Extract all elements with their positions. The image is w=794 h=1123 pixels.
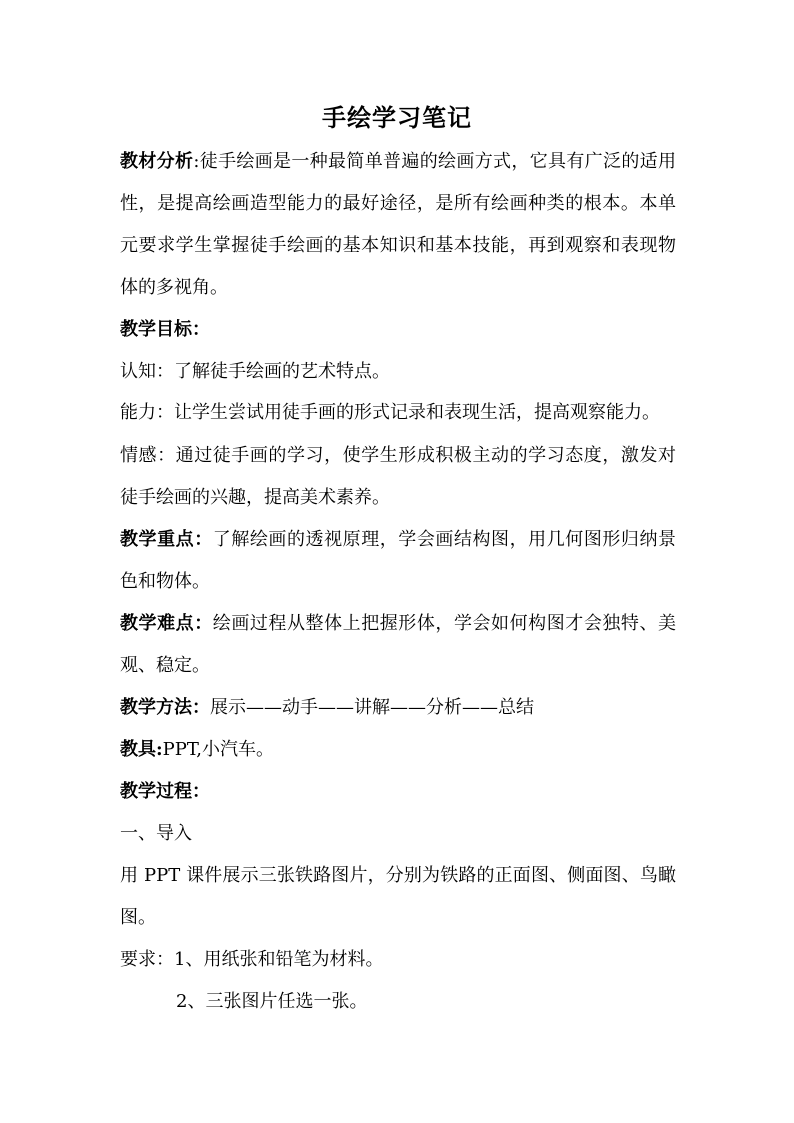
step-intro-heading: 一、导入 bbox=[120, 823, 192, 844]
methods-paragraph bbox=[120, 687, 676, 729]
difficulties-text: 绘画过程从整体上把握形体，学会如何构图才会独特、美观、稳定。 bbox=[120, 613, 677, 676]
key-points-separator: ： bbox=[194, 529, 213, 550]
key-points-text: 了解绘画的透视原理，学会画结构图，用几何图形归纳景色和物体。 bbox=[120, 529, 677, 592]
teaching-analysis-separator: : bbox=[193, 151, 200, 172]
key-points-paragraph bbox=[120, 519, 676, 603]
tools-paragraph bbox=[120, 729, 676, 771]
goal-emotion: 情感：通过徒手画的学习，使学生形成积极主动的学习态度，激发对徒手绘画的兴趣，提高美术素养。 bbox=[120, 445, 676, 508]
difficulties-paragraph bbox=[120, 603, 676, 687]
difficulties-label: 教学难点 bbox=[120, 613, 195, 634]
teaching-goals-heading: 教学目标： bbox=[120, 319, 210, 340]
document-title: 手绘学习笔记 bbox=[322, 103, 472, 132]
teaching-analysis-text: 徒手绘画是一种最简单普遍的绘画方式，它具有广泛的适用性，是提高绘画造型能力的最好途径，是所有绘画种类的根本。本单元要求学生掌握徒手绘画的基本知识和基本技能，再到观察和表现物体的多视角。 bbox=[120, 151, 677, 298]
teaching-process-heading: 教学过程： bbox=[120, 781, 210, 802]
goal-cognition: 认知：了解徒手绘画的艺术特点。 bbox=[120, 361, 390, 382]
step-intro-text: 用 PPT 课件展示三张铁路图片，分别为铁路的正面图、侧面图、鸟瞰图。 bbox=[120, 865, 676, 928]
requirement-2: 2、三张图片任选一张。 bbox=[176, 991, 368, 1012]
goal-ability: 能力：让学生尝试用徒手画的形式记录和表现生活，提高观察能力。 bbox=[120, 402, 660, 423]
teaching-analysis-label: 教材分析 bbox=[120, 151, 194, 172]
methods-label: 教学方法 bbox=[120, 697, 192, 718]
requirement-1: 要求：1、用纸张和铅笔为材料。 bbox=[120, 949, 384, 970]
teaching-analysis-paragraph bbox=[120, 141, 676, 309]
key-points-label: 教学重点 bbox=[120, 529, 195, 550]
tools-text: PPT,小汽车。 bbox=[162, 739, 274, 760]
tools-separator: : bbox=[156, 739, 163, 760]
difficulties-separator: ： bbox=[194, 613, 213, 634]
methods-separator: ： bbox=[192, 697, 210, 718]
tools-label: 教具 bbox=[120, 739, 156, 760]
document-body bbox=[120, 141, 676, 1023]
methods-text: 展示——动手——讲解——分析——总结 bbox=[210, 697, 534, 718]
